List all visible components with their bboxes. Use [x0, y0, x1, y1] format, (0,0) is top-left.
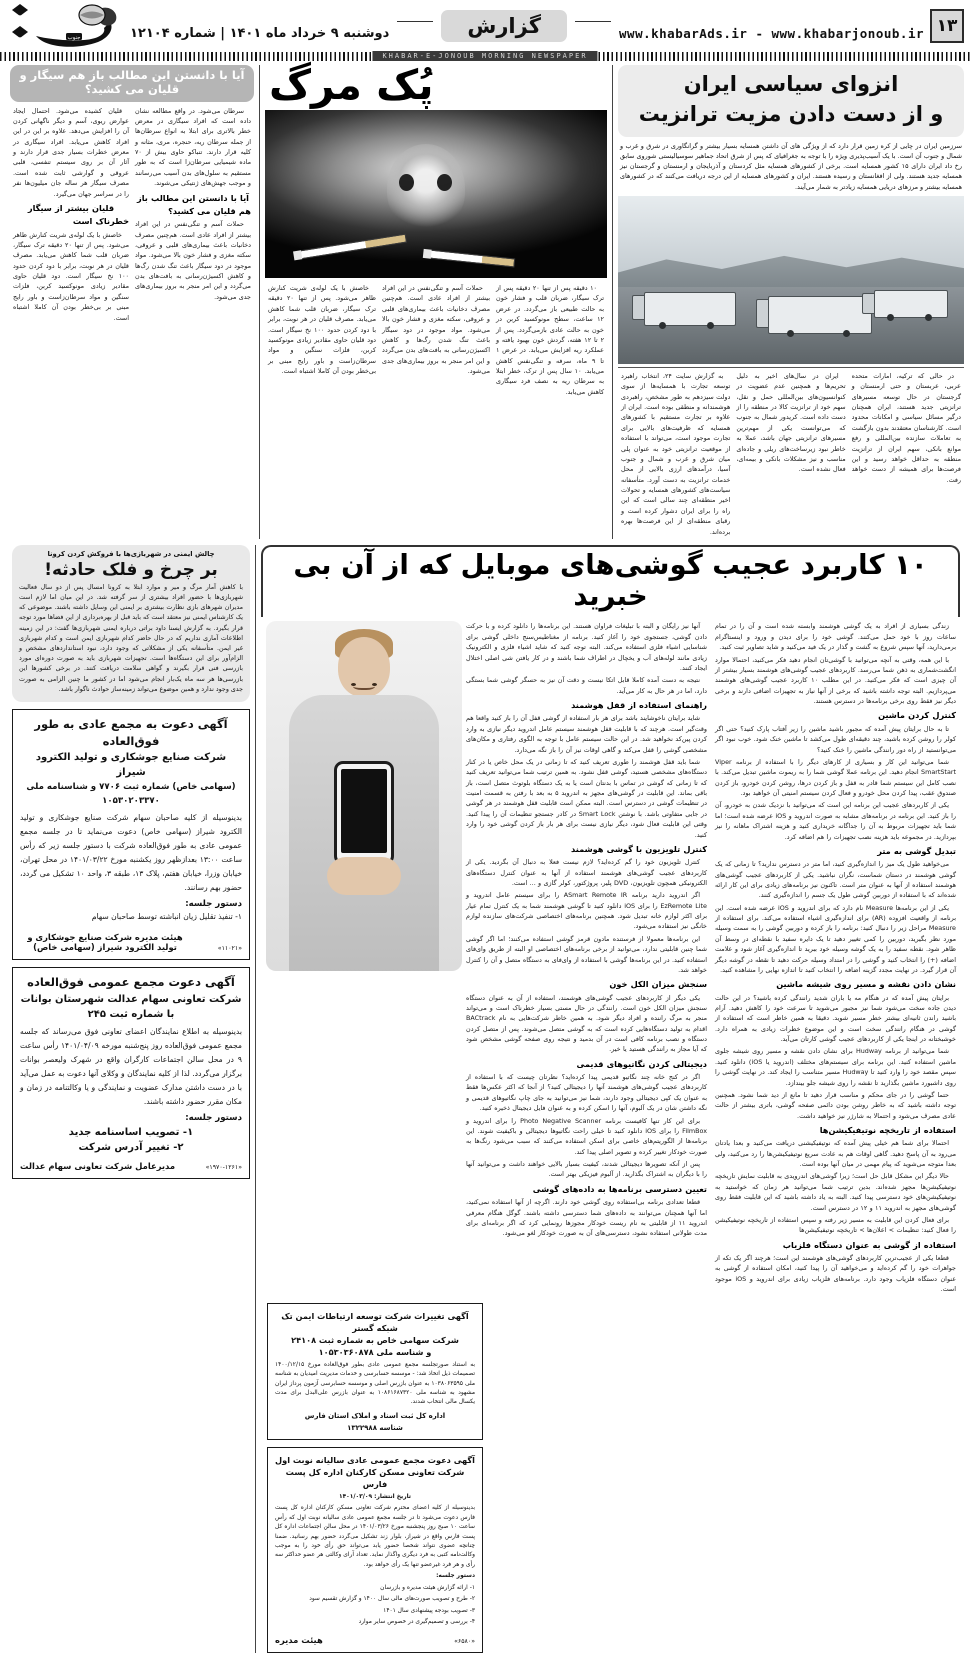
paragraph: خاصش با یک لوله‌ی شریت کنارش ظاهر می‌شود. پس از تنها ۲۰ دقیقه ترک سیگار، ضربان قلب شما کاهش می‌یابد. مصرف قلیان در هر نوبت، برابر با دود کردن حدود ۱۰۰ نخ سیگار است. دود قلیان حاوی مقادیر زیادی مونوکسید کربن، فلزات سنگین و مواد سرطان‌زاست و باور رایج مبنی بر بی‌خطر بودن آن کاملا اشتباه است. — [268, 283, 376, 376]
paragraph: ۱۰ دقیقه پس از تنها ۲۰ دقیقه پس از ترک سیگار، ضربان قلب و فشار خون به حالت طبیعی باز می‌گردد. در عرض ۱۲ ساعت، سطح مونوکسید کربن در خون به حالت عادی بازمی‌گردد. پس از ۲ تا ۱۲ هفته، گردش خون بهبود یافته و عملکرد ریه افزایش می‌یابد. در عرض ۱ تا ۹ ماه، سرفه و تنگی‌نفس کاهش می‌یابد. ۱۰ سال پس از ترک، خطر ابتلا به سرطان ریه به نصف فرد سیگاری کاهش می‌یابد. — [496, 283, 604, 397]
skull-eye-left — [399, 174, 414, 191]
border-crossing-photo — [618, 196, 964, 364]
ad-publish-date: تاریخ انتشار: ۱۴۰۱/۰۳/۰۹ — [275, 1493, 475, 1502]
politics-article — [618, 65, 964, 539]
truck-wheel — [787, 330, 794, 337]
photo-smartphone — [334, 761, 394, 865]
photo-phone-screen — [341, 769, 387, 853]
ad-iman-tak — [267, 1303, 483, 1440]
ad-housing-coop — [267, 1447, 483, 1653]
paragraph: شما می‌توانید این کار و بسیاری از کارهای دیگر را با استفاده از برنامه Viper SmartStart انجام دهید. این برنامه عملا گوشی شما را به ریموت ماشین تبدیل می‌کند. با نصب کامل این سیستم شما قادر به قفل و باز کردن درها، روشن کردن خودرو، باز کردن صندوق عقب، پیدا کردن محل خودرو و فعال کردن سیستم امنیتی آن خواهید بود. — [715, 757, 956, 799]
subheading-metal-detector: استفاده از گوشی به عنوان دستگاه فلزیاب — [715, 1239, 956, 1252]
ad-signature: هیئت مدیره شرکت صنایع جوشکاری و تولید الکترود شیراز (سهامی خاص) — [20, 932, 190, 952]
ad-agenda-item: ۱- تنفیذ تقلیل زیان انباشته توسط صاحبان سهام — [20, 910, 242, 924]
politics-columns — [618, 371, 964, 539]
paragraph: خاصش با یک لوله‌ی شریت کنارش ظاهر می‌شود. پس از تنها ۲۰ دقیقه ترک سیگار، ضربان قلب شما کاهش می‌یابد. مصرف قلیان در هر نوبت، برابر با دود کردن حدود ۱۰۰ نخ سیگار است. دود قلیان حاوی مقادیر زیادی مونوکسید کربن، فلزات سنگین و مواد سرطان‌زاست و باور رایج مبنی بر بی‌خطر بودن آن کاملا اشتباه است. — [13, 230, 129, 323]
paragraph: یکی دیگر از کاربردهای عجیب گوشی‌های هوشمند، استفاده از آن به عنوان دستگاه سنجش میزان الکل خون است. رانندگی در حال مستی بسیار خطرناک است و می‌تواند منجر به مرگ راننده و افراد دیگر شود. به همین خاطر شرکت‌هایی به نام BACtrack اقدام به تولید دستگاه‌هایی کرده است که به گوشی متصل می‌شوند. پس از متصل کردن دستگاه و نصب برنامه کافی است در آن بدمید و نتیجه روی صفحه گوشی مشخص شود که آیا مجاز به رانندگی هستید یا خیر. — [466, 993, 707, 1055]
truck-wheel — [843, 330, 850, 337]
ad-agenda-item: ۴- بررسی و تصمیم‌گیری در خصوص سایر موارد — [275, 1618, 475, 1627]
truck-wheel — [707, 322, 714, 329]
paragraph: این برنامه‌ها معمولا از فرستنده مادون قرمز گوشی استفاده می‌کنند؛ اما اگر گوشی شما چنین قابلیتی ندارد، می‌توانید از برخی برنامه‌های اختصاصی او البته از طریق وای‌فای استفاده کنید. در این برنامه‌ها گوشی با استفاده از وای‌فای به دستگاه متصل و آن را کنترل خواهد شد. — [466, 934, 707, 976]
smoking-body-col-3 — [265, 283, 379, 399]
photo-rule — [618, 367, 964, 368]
paragraph: ایران در سال‌های اخیر به دلیل تحریم‌ها و همچنین عدم عضویت در کنوانسیون‌های بین‌المللی حمل و نقل، سهم خود از ترانزیت کالا در منطقه را از دست داده است. کریدور شمال به جنوب که می‌توانست یکی از مهم‌ترین مسیرهای ترانزیتی جهان باشد، عملا به خاطر نبود زیرساخت‌های ریلی و جاده‌ای مناسب و نیز مشکلات بانکی و بیمه‌ای، فعال نشده است. — [736, 371, 845, 475]
ad-title-secondary: شرکت صنایع جوشکاری و تولید الکترود شیراز — [20, 750, 242, 780]
cigarette-ember — [423, 249, 432, 259]
subheading-car-control: کنترل کردن ماشین — [715, 709, 956, 722]
subheading-blood-alcohol: سنجش میزان الکل خون — [466, 978, 707, 991]
truck-2 — [768, 296, 872, 334]
masthead-urls[interactable]: www.khabarAds.ir - www.khabarjonoub.ir — [619, 12, 924, 41]
paragraph: برایتان پیش آمده که در هنگام مه یا باران شدید رانندگی کرده باشید؟ در این حالت دیدن جاده سخت می‌شود شما نیز مجبور می‌شوید تا سرعت خود را کاهش دهید. آرام باشید راندن ثانیه‌ای بیشتر خطر مسیر شوید. دقیقا به همین خاطر است که استفاده از گوشی در هنگام رانندگی سخت است و این موضوع خطرات زیادی به همراه دارد. خوشبختانه در اینجا یکی از کاربردهای عجیب گوشی کارتان می‌آید. — [715, 993, 956, 1045]
ad-footer — [20, 928, 242, 952]
subheading-hud-map: نشان دادن نقشه و مسیر روی شیشه ماشین — [715, 978, 956, 991]
smoking-question-cols — [10, 106, 254, 325]
ad-body: بدینوسیله به اطلاع نمایندگان اعضای تعاونی فوق می‌رساند که جلسه مجمع عمومی فوق‌العاده روز پنج‌شنبه مورخه ۱۴۰۱/۰۴/۰۹ رأس ساعت ۹ در محل سالن اجتماعات کارگران واقع در شهرک ولیعصر بوانات برگزار می‌گردد. لذا از کلیه نمایندگان و وکلای آنها دعوت به عمل می‌آید با در دست داشتن مدارک عضویت و نمایندگی و یا وکالتنامه در زمان و مکان مقرر حضور داشته باشند. — [20, 1025, 242, 1109]
ad-registration: با شماره ثبت ۲۴۵ — [20, 1007, 242, 1022]
paragraph: شاید برایتان ناخوشایند باشد برای هر بار استفاده از گوشی قفل آن را باز کنید واقعا هم وقت‌گیر است. هرچند که با قابلیت قفل هوشمند سیستم عامل اندروید دیگر نیازی به وارد کردن پین‌کد نخواهید شد. در این حالت سیستم عامل با توجه به الگوی رفتاری و مکان‌های مشخصی گوشی را قفل می‌کند و گاهی اوقات نیز آن را باز نگه می‌دارد. — [466, 713, 707, 755]
ad-body: به استناد صورتجلسه مجمع عمومی عادی بطور فوق‌العاده مورخ ۱۴۰۰/۱۲/۱۵ تصمیمات ذیل اتخاذ شد: - موسسه حسابرسی و خدمات مدیریت امیدیان به شناسه ملی ۱۰۳۸۰۶۳۵۹۵ به عنوان بازرس اصلی و موسسه حسابرسی آزمون پرداز ایران مشهود به شناسه ملی ۱۰۸۶۱۶۸۷۳۲۰ به عنوان بازرس علی‌البدل برای مدت یکسال مالی انتخاب شدند. — [275, 1361, 475, 1408]
smoking-subheading-1: آیا با دانستن این مطالب باز هم قلیان می کشید؟ — [135, 192, 251, 219]
left-column — [6, 545, 250, 1653]
truck-wheel — [887, 314, 894, 321]
mobile-feature-col-right — [711, 621, 960, 1296]
ad-body: بدینوسیله از کلیه صاحبان سهام شرکت صنایع جوشکاری و تولید الکترود شیراز (سهامی خاص) دعوت می‌نماید تا در جلسه مجمع عمومی عادی به طور فوق‌العاده شرکت با دستور جلسه زیر که رأس ساعت ۱۳:۰۰ بعدازظهر روز یکشنبه مورخ ۱۴۰۱/۰۳/۲۲ در محل تهران، خیابان وزرا، خیابان هفتم، پلاک ۱۳، طبقه ۳، واحد ۱۰ تشکیل می گردد، حضور بهم رسانند. — [20, 811, 242, 895]
paragraph: برای این کار تنها کافیست برنامه Photo Negative Scanner را برای اندروید و FilmBox را برای iOS دانلود کنید تا خیلی راحت نگاتیوها دیجیتالی و باکیفیت شوند. این برنامه‌ها از الگوریتم‌های خاصی برای اسکن استفاده می‌کنند که سبب می‌شود رنگ‌ها به صورت خودکار تغییر کرده و تصویر اصلی پیدا کند. — [466, 1116, 707, 1158]
paragraph: تا به حال برایتان پیش آمده که مجبور باشید ماشین را زیر آفتاب پارک کنید؟ حتی اگر کولر را روشن کرده باشید، چند دقیقه‌ای طول می‌کشد تا ماشین خنک شود. خوب نبود اگر می‌توانستید از راه دور رانندگی ماشین را خنک کنید؟ — [715, 724, 956, 755]
ad-agenda-item: ۱- ارائه گزارش هیئت مدیره و بازرسان — [275, 1584, 475, 1593]
paragraph: شما می‌توانید از برنامه Hudway برای نشان دادن نقشه و مسیر روی شیشه جلوی ماشین استفاده کنید. این برنامه برای سیستم‌های مختلف (اندروید یا iOS) دانلود کنید. سپس مقصد خود را وارد کنید تا Hudway مسیر متناسب را ایجاد کند. در نهایت گوشی را روی داشبورد ماشین بگذارید تا نقشه را روی شیشه جلو بیندازد. — [715, 1046, 956, 1088]
fairground-kicker: چالش ایمنی در شهربازی‌ها با فروکش کردن کرونا — [19, 550, 243, 558]
man-holding-phone-photo — [266, 621, 462, 971]
paragraph: نتیجه به دست آمده کاملا قابل اتکا نیست و دقت آن نیز به حسگر گوشی شما بستگی دارد، اما در هر حال به کار می‌آید. — [466, 675, 707, 696]
fairground-headline: بر چرخ و فلک حادثه! — [19, 560, 243, 580]
masthead-rule-right — [397, 21, 433, 22]
paragraph: می‌خواهید طول یک میز را اندازه‌گیری کنید، اما متر در دسترس ندارید؟ تا زمانی که یک گوشی هوشمند در دستان شماست، نگران نباشید. یکی از کاربردهای عجیب گوشی‌های هوشمند استفاده از آنها به عنوان متر است. تاکنون نیز برنامه‌های زیادی برای این کار ارائه شده‌اند که با استفاده از دوربین گوشی طول یک جسم را اندازه‌گیری کنند. — [715, 859, 956, 901]
ad-title-secondary: شرکت تعاونی مسکن کارکنان اداره کل پست فارس — [275, 1466, 475, 1491]
truck-wheel — [659, 322, 666, 329]
truck-cab — [756, 299, 769, 328]
subheading-measure: تبدیل گوشی به متر — [715, 845, 956, 858]
ad-signature: اداره کل ثبت اسناد و املاک استان فارس — [275, 1412, 475, 1420]
politics-lede: سرزمین ایران در چایی از کره زمین قرار دارد که از ویژگی های آن داشتن همسایه بسیار بیشتر و گرانگاوری در شرق و غرب و شمال و جنوب آن است. با یک آسیب‌پذیری ویژه را با توجه به جغرافیای که پس از شرق اتحاد جماهیر سوسیالیستی شوروی سابق رخ داد ایران دارای ۱۵ کشور همسایه است. برخی از کشورهای همسایه مثل کردستان و آذربایجان و ارمنستان و گرجستان نیز همسایه جدید هستند. ولی از افغانستان و رسیده هستند. ایران و کشورهای همسایه از این درجه دریافت می‌کنند که در کشورهای همسایه بیشتر و مرزهای دریایی همسایه زیادتر به شمار می‌آیند. — [618, 141, 964, 192]
paragraph: آنها نیز رایگان و البته با تبلیغات فراوان هستند. این برنامه‌ها را دانلود کرده و با حرکت دادن گوشی، جستجوی خود را آغاز کنید. برنامه از مغناطیس‌سنج داخلی گوشی برای شناسایی اشیاء فلزی استفاده می‌کند. البته توجه کنید که شاید اشیاء فلزی و الکترونیک زیادی مانند لوله‌های آب و یخچال در اطراف شما باشند و در کار یافتن شی اصلی اختلال ایجاد کنند. — [466, 621, 707, 673]
paragraph: اگر در کنج خانه چند نگاتیو قدیمی پیدا کرده‌اید؟ نظرتان چیست که با استفاده از کاربردهای عجیب گوشی‌های هوشمند آنها را دیجیتالی کنید؟ از آنجا که اکثر عکس‌ها فقط به عنوان یک کپی دیجیتالی وجود دارند، شما نیز می‌توانید به جای چاپ نگاتیوهای قدیمی و نگه داشتن شان در یک آلبوم، آنها را اسکن کرده و به عنوان فایل دیجیتال ذخیره کنید. — [466, 1072, 707, 1114]
ad-justice-shares — [12, 967, 250, 1179]
latin-nameplate: KHABAR-E-JONOUB MORNING NEWSPAPER — [372, 51, 597, 61]
politics-headline-line-1: انزوای سیاسی ایران — [624, 70, 958, 100]
page-number: ۱۳ — [930, 9, 964, 43]
khabar-logo-icon — [6, 2, 124, 50]
ad-body: بدینوسیله از کلیه اعضای محترم شرکت تعاونی مسکن کارکنان اداره کل پست فارس دعوت می‌شود تا در جلسه مجمع عمومی عادی سالیانه نوبت اول که رأس ساعت ۱۰ صبح روز پنجشنبه مورخ ۱۴۰۱/۰۳/۲۶ در محل سالن اجتماعات اداره کل پست فارس واقع در شیراز، بلوار زند تشکیل می‌گردد حضور بهم رسانید. ضمنا چنانچه عضوی نتواند شخصا حضور یابد می‌تواند حق رأی خود را به موجب وکالت‌نامه کتبی به فرد دیگری واگذار نماید. تعداد آرای وکالتی هر عضو حداکثر سه رأی و هر فرد غیرعضو تنها یک رأی خواهد بود. — [275, 1504, 475, 1570]
subheading-tv-control: کنترل تلویزیون با گوشی هوشمند — [466, 843, 707, 856]
section-label: گزارش — [441, 10, 567, 42]
subheading-smart-lock: راهنمای استفاده از قفل هوشمند — [466, 699, 707, 712]
ad-code: «۱۹۷۰-۱۲۶۱» — [206, 1164, 242, 1171]
masthead-dot-band — [0, 52, 970, 61]
paragraph: پس از آنکه تصویرها دیجیتالی شدند، کیفیت بسیار بالایی خواهند داشت و می‌توانید آنها را با دیگران به اشتراک بگذارید. از آلبوم فیزیکی بهتر است. — [466, 1159, 707, 1180]
smoking-subtitle-pill: آیا با دانستن این مطالب باز هم سیگار و قلیان می کشید؟ — [10, 65, 254, 102]
divider — [255, 545, 256, 1653]
paragraph: قطعا تعدادی برنامه بی‌استفاده روی گوشی خود دارند. اگرچه از آنها استفاده نمی‌کنید، اما آنها همچنان می‌توانند به داده‌های شما دسترسی داشته باشند. گوگل هنگام معرفی اندروید ۱۱ از قابلیتی به نام ریست خودکار مجوزها رونمایی کرد که اگر برنامه‌ای برای مدت طولانی استفاده نشود، دسترسی‌های آن به صورت خودکار لغو می‌شود. — [466, 1197, 707, 1239]
paragraph: زندگی بسیاری از افراد به یک گوشی هوشمند وابسته شده است و آن را در تمام ساعات روز با خود حمل می‌کنند. گوشی خود را برای دیدن و ورود و اینستاگرام برمی‌دارید، آنها سپس شروع به گشت و گذار در یک فید می‌کنید و شاید تصاویر ثبت کنید. — [715, 621, 956, 652]
ad-registration: و شناسه ملی ۱۰۵۳۰۳۶۰۸۷۸ — [275, 1346, 475, 1358]
ad-footer — [20, 1157, 242, 1171]
truck-cab — [862, 293, 875, 314]
paragraph: اگر اندروید دارید برنامه ASmart Remote IR را برای سیستم عامل اندروید و EzRemote Lite را برای iOS دانلود کنید تا گوشی هوشمند شما به یک کنترل تمام عیار برای اکثر لوازم خانه تبدیل شود. همچنین برنامه‌های اختصاصی شرکت‌های سازنده لوازم خانگی نیز استفاده می‌شود. — [466, 890, 707, 932]
ad-signature: هیئت مدیره — [275, 1635, 323, 1645]
ad-code: «۶۵۸۰» — [454, 1638, 475, 1645]
truck-wheel — [925, 314, 932, 321]
politics-col-3 — [618, 371, 733, 539]
photo-smile — [353, 681, 375, 690]
ad-agenda-item: ۲- طرح و تصویب صورت‌های مالی سال ۱۴۰۰ و گزارش تقسیم سود — [275, 1595, 475, 1604]
paragraph: یکی از کاربردهای عجیب این برنامه این است که می‌توانید با نزدیک شدن به خودرو، آن را باز کنید. این برنامه در برنامه‌های مشابه به صورت اندروید و iOS عرضه شده است؛ اما شما باید تجهیزات مربوط به آن را جداگانه خریداری کنید و هزینه اشتراک ماهانه را نیز بپردازید. در مجموعه باید هزینه نصب تجهیزات را هم اضافه کرد. — [715, 800, 956, 842]
smoking-body-cols — [265, 283, 607, 399]
smoking-photo — [265, 110, 607, 278]
skull-shape — [387, 144, 465, 232]
mobile-feature-col-middle — [462, 621, 711, 1296]
mobile-feature-body — [261, 621, 960, 1296]
smoking-body-col-2 — [379, 283, 493, 399]
top-section — [0, 61, 970, 539]
politics-col-2 — [733, 371, 848, 539]
truck-1 — [644, 292, 736, 326]
mobile-feature — [261, 545, 964, 1653]
ad-agenda-title: دستور جلسه: — [20, 899, 242, 909]
ad-agenda-item: ۲- تغییر آدرس شرکت — [20, 1142, 242, 1153]
fairground-article — [12, 545, 250, 702]
politics-col-1 — [849, 371, 964, 539]
smoking-headline: پُک مرگ — [265, 65, 607, 106]
ad-title-primary: آگهی دعوت به مجمع عادی به طور فوق‌العاده — [20, 716, 242, 751]
smoking-col-b — [10, 106, 132, 325]
smoking-feature — [265, 65, 607, 539]
paragraph: حالا دیگر این مشکل قابل حل است؛ زیرا گوشی‌های اندرویدی به قابلیت نمایش تاریخچه نوتیفیکیشن‌ها مجهز شده‌اند. بدین ترتیب شما می‌توانید هر زمان که خواستید به نوتیفیکیشن‌های خود دسترسی پیدا کنید. البته به یاد داشته باشید که این قابلیت فقط روی گوشی‌های مجهز به اندروید ۱۱ و ۱۲ در دسترس است. — [715, 1171, 956, 1213]
paragraph: با این همه، وقتی به آنچه می‌توانید با گوشی‌تان انجام دهید فکر می‌کنید، احتمالا موارد انگشت‌شماری به ذهن شما می‌رسد. کاربردهای عجیب گوشی‌های هوشمند بسیار بیشتر از آن چیزی است که فکر می‌کنید. در این مطلب ۱۰ کاربرد عجیب گوشی‌های هوشمند می‌پردازیم. البته توجه داشته باشید که برخی از آنها نیاز به تجهیزات اضافی دارند و برخی دیگر نیز فقط روی برخی برنامه‌ها در دسترس هستند. — [715, 655, 956, 707]
ad-agenda-title: دستور جلسه: — [275, 1572, 475, 1581]
skull-eye-right — [437, 174, 452, 191]
ad-iman-tak-wrap — [267, 1303, 483, 1653]
politics-headline-line-2: و از دست دادن مزیت ترانزیت — [624, 100, 958, 130]
paragraph: سرطان می‌شود. در واقع مطالعه نشان داده است که افراد سیگاری در معرض خطر بالاتری برای ابتلا به انواع سرطان‌ها از جمله سرطان ریه، حنجره، مری، مثانه و کلیه قرار دارند. تنباکو حاوی بیش از ۷۰ ماده شیمیایی سرطان‌زا است که به طور مستقیم به سلول‌های بدن آسیب می‌رسانند و موجب جهش‌های ژنتیکی می‌شوند. — [135, 106, 251, 189]
paragraph: به گزارش سایت ۲۴، انتخاب راهبرد توسعه تجارت با همسایه‌ها از سوی دولت سیزدهم به طور مشخص، راهبردی هوشمندانه و منطقی بوده است. ایران از علاوه بر تجارت مستقیم با کشورهای همسایه که ظرفیت‌های بالایی برای تجارت موجود است، می‌تواند با استفاده از موقعیت ترانزیتی خود به عنوان پلی میان شرق و غرب و شمال و جنوب آسیا، درآمدهای ارزی بالایی از محل خدمات ترانزیت به دست آورد. متأسفانه سیاست‌های کشورهای همسایه و تحولات اخیر منطقه‌ای چند سالی است که این راه را برای ایران دشوار کرده است و رقبای منطقه‌ای از این فرصت‌ها بهره برده‌اند. — [621, 371, 730, 537]
cigarette-ember — [293, 250, 302, 260]
paragraph: یکی از این برنامه‌ها Measure نام دارد که برای اندروید و iOS عرضه شده است. این برنامه از واقعیت افزوده (AR) برای اندازه‌گیری اشیاء استفاده می‌کند. برای استفاده از Measure مراحل زیر را دنبال کنید: برنامه را باز کرده و دوربین گوشی را به سمت وسیله مورد نظر بگیرید، دوربین را کمی تغییر دهید تا یک دایره سفید با نقطه‌ای در وسط آن ظاهر شود. نقطه سفید را به یک گوشه وسیله خود ببرید تا اندازه‌گیری آغاز شود و علامت اضافه (+) را انتخاب کنید و گوشی را در امتداد وسیله حرکت دهید تا نقطه در گوشه دیگر آن قرار گیرد. در نهایت مجدد گزینه اضافه را انتخاب کنید تا اندازه نهایی را مشاهده کنید. — [715, 903, 956, 976]
ad-title-secondary: شرکت تعاونی سهام عدالت شهرستان بوانات — [20, 992, 242, 1007]
ad-agenda-item: ۱- تصویب اساسنامه جدید — [20, 1127, 242, 1138]
ad-title-primary: آگهی تغییرات شرکت توسعه ارتباطات ایمن تک شبکه گستر — [275, 1310, 475, 1335]
masthead-rule-left — [575, 21, 611, 22]
bottom-ads-spacer — [483, 1303, 960, 1653]
smoking-body-col-1 — [493, 283, 607, 399]
paragraph: شما باید قفل هوشمند را طوری تعریف کنید که تا زمانی در یک محل خاص یا در کنار دستگاه‌های مشخصی هستید، گوشی قفل نشود. به همین ترتیب شما می‌توانید تعریف کنید که تا زمانی که گوشی در تماس با بدنتان است یا به یک دستگاه بلوتوث متصل است، باز باقی بماند. این قابلیت در گوشی‌های مجهز به اندروید ۵ به بعد با رفتن به قسمت امنیت در تنظیمات گوشی در دسترس است. البته ممکن است قابلیت قفل هوشمند در هر گوشی در جایی متفاوتی باشد. با نوشتن Smart Lock در کادر جستجو تنظیمات آن را پیدا کنید. وقتی این قابلیت فعال شود، دیگر نیازی نیست برای هر بار باز کردن گوشی خود را وارد کنید. — [466, 757, 707, 840]
fairground-body: با کاهش آمار مرگ و میر و موارد ابتلا به کرونا امسال پس از دو سال فعالیت شهربازی‌ها با حضور افراد بیشتری از سر گرفته شد. در این میان اما لازم است مدیران شهرهای بازی نظارت بیشتری بر ایمنی این وسایل داشته باشند. موضوعی که یک کارشناس ایمنی نیز معتقد است که باید قبل از بهره‌برداری از این فضاها مورد توجه قرار بگیرد. به گزارش ایسنا داود براتی درباره ایمنی شهربازی‌ها گفت: در این زمینه اطلاعات آماری نداریم که در حال حاضر کدام شهربازی ایمن است و کدام شهربازی غیر ایمن. متأسفانه یکی از مشکلاتی که وجود دارد، نبود استانداردهای مشخص و الزام‌آور برای این دستگاه‌ها است. تجهیزات شهربازی باید به صورت دوره‌ای مورد بازرسی فنی قرار بگیرند و گواهی سلامت دریافت کنند. در برخی کشورها این بازرسی‌ها هر سه ماه یک‌بار انجام می‌شود اما در کشور ما چنین الزامی به صورت جدی وجود ندارد و همین موضوع می‌تواند زمینه‌ساز حوادث ناگوار باشد. — [19, 583, 243, 695]
ad-title-secondary: شرکت سهامی خاص به شماره ثبت ۲۴۱۰۸ — [275, 1334, 475, 1346]
ad-title-primary: آگهی دعوت مجمع عمومی فوق‌العاده — [20, 974, 242, 991]
truck-cab — [632, 295, 645, 321]
lower-section — [0, 539, 970, 1653]
paragraph: در حالی که ترکیه، امارات متحده عربی، عربستان و حتی ارمنستان و گرجستان در حال توسعه مسیرهای ترانزیتی جدید هستند، ایران همچنان درگیر مسائل سیاسی و امکانات محدود است. کارشناسان معتقدند بدون بازگشت به تعاملات سازنده بین‌المللی و رفع موانع بانکی، سهم ایران از ترانزیت منطقه به حداقل خواهد رسید و این فرصت‌ها برای همیشه از دست خواهد رفت. — [852, 371, 961, 485]
ad-footer — [275, 1631, 475, 1645]
ad-code: «۱۱۰۲۱» — [218, 945, 242, 952]
paragraph: حملات آسم و تنگی‌نفس در این افراد بیشتر از افراد عادی است. هم‌چنین مصرف دخانیات باعث بیماری‌های قلبی و عروقی، سکته مغزی و فشار خون بالا می‌شود. مواد موجود در دود سیگار باعث تنگ شدن رگ‌ها و کاهش اکسیژن‌رسانی به بافت‌های بدن می‌گردد و این امر منجر به بروز بیماری‌های جدی می‌شود. — [382, 283, 490, 376]
smoking-subheading-2: قلیان بیشتر از سیگار خطرناک است — [13, 202, 129, 229]
svg-text:جنوب: جنوب — [67, 35, 80, 41]
paragraph: قلیان کشیده می‌شود. احتمال ایجاد عوارض ریوی، آسم و دیگر ناگهانی کردن آن را افزایش می‌دهد. علاوه بر این در این افراد کاهش می‌یابد. افراد سیگاری در معرض خطرات بسیار جدی قرار دارند و آثار آن بر روی سیستم تنفسی، قلبی عروقی و گوارشی ثابت شده است. مصرف سیگار هر ساله جان میلیون‌ها نفر را در سراسر جهان می‌گیرد. — [13, 106, 129, 199]
paragraph: حملات آسم و تنگی‌نفس در این افراد بیشتر از افراد عادی است. هم‌چنین مصرف دخانیات باعث بیماری‌های قلبی و عروقی، سکته مغزی و فشار خون بالا می‌شود. مواد موجود در دود سیگار باعث تنگ شدن رگ‌ها و کاهش اکسیژن‌رسانی به بافت‌های بدن می‌گردد و این امر منجر به بروز بیماری‌های جدی می‌شود. — [135, 219, 251, 302]
subheading-app-permissions: تعیین دسترسی برنامه‌ها به داده‌های گوشی — [466, 1183, 707, 1196]
mobile-feature-headline — [261, 545, 960, 618]
ad-welding — [12, 709, 250, 960]
subheading-negatives: دیجیتالی کردن نگاتیوهای قدیمی — [466, 1058, 707, 1071]
paragraph: حتما گوشی را در جای محکم و مناسب قرار دهید تا مانع از دید شما نشود. همچنین توجه داشته باشید که به خاطر روشن بودن دائمی صفحه گوشی، باتری بیشتر از حالت عادی مصرف می‌شود و احتمالا به شارژر نیز خواهید داشت. — [715, 1090, 956, 1121]
ad-agenda-item: ۳- تصویب بودجه پیشنهادی سال ۱۴۰۱ — [275, 1607, 475, 1616]
bottom-ads-row — [261, 1303, 960, 1653]
paragraph: برای فعال کردن این قابلیت به مسیر زیر رفته و سپس استفاده از تاریخچه نوتیفیکیشن را فعال کنید: تنظیمات > اعلان‌ها > تاریخچه نوتیفیکیشن‌ها — [715, 1215, 956, 1236]
paragraph: احتمالا برای شما هم خیلی پیش آمده که نوتیفیکیشنی دریافت می‌کنید و بعدا یادتان می‌رود به آن پاسخ دهید. گاهی اوقات هم به عادت سریع نوتیفیکیشن‌ها را رد می‌کنید، ولی بعدا متوجه می‌شوید که پیام مهمی در میان آنها بوده است. — [715, 1138, 956, 1169]
divider — [259, 65, 260, 539]
ad-registration: (سهامی خاص) شماره ثبت ۷۷۰۶ و شناسنامه ملی ۱۰۵۳۰۲۰۳۳۷۰ — [20, 781, 242, 808]
paragraph: قطعا یکی از عجیب‌ترین کاربردهای گوشی‌های هوشمند این است؛ هرچند اگر یک تکه از جواهرات خود را گم کرده‌اید و می‌خواهید آن را پیدا کنید، امکان استفاده از گوشی به عنوان دستگاه فلزیاب وجود دارد. برنامه‌های فلزیاب زیادی برای اندروید و iOS موجود است. — [715, 1253, 956, 1295]
headline-line-2: از آن بی خبرید — [293, 549, 647, 612]
politics-headline — [618, 65, 964, 137]
subheading-notification-history: استفاده از تاریخچه نوتیفیکیشن‌ها — [715, 1124, 956, 1137]
masthead — [0, 0, 970, 52]
paragraph: کنترل تلویزیون خود را گم کرده‌اید؟ لازم نیست فعلا به دنبال آن بگردید. یکی از کاربردهای عجیب گوشی‌های هوشمند استفاده از آنها به عنوان کنترل دستگاه‌های الکترونیکی همچون تلویزیون، DVD پلیر، پروژکتور، کولر گازی و ... است. — [466, 857, 707, 888]
ad-agenda-title: دستور جلسه: — [20, 1113, 242, 1123]
ad-signature: مدیرعامل شرکت تعاونی سهام عدالت — [20, 1161, 175, 1171]
ad-registry-id: شناسه ۱۳۲۲۹۸۸ — [275, 1424, 475, 1432]
divider — [612, 65, 613, 539]
photo-hand — [327, 857, 401, 895]
newspaper-logo — [6, 2, 124, 50]
smoking-question-column — [10, 65, 254, 539]
issue-date-line: دوشنبه ۹ خرداد ماه ۱۴۰۱ | شماره ۱۲۱۰۴ — [130, 12, 389, 41]
headline-line-1: ۱۰ کاربرد عجیب گوشی‌های موبایل که — [418, 549, 927, 581]
ad-title-primary: آگهی دعوت مجمع عمومی عادی سالیانه نوبت اول — [275, 1454, 475, 1466]
truck-3 — [874, 290, 948, 318]
smoking-col-a — [132, 106, 254, 325]
